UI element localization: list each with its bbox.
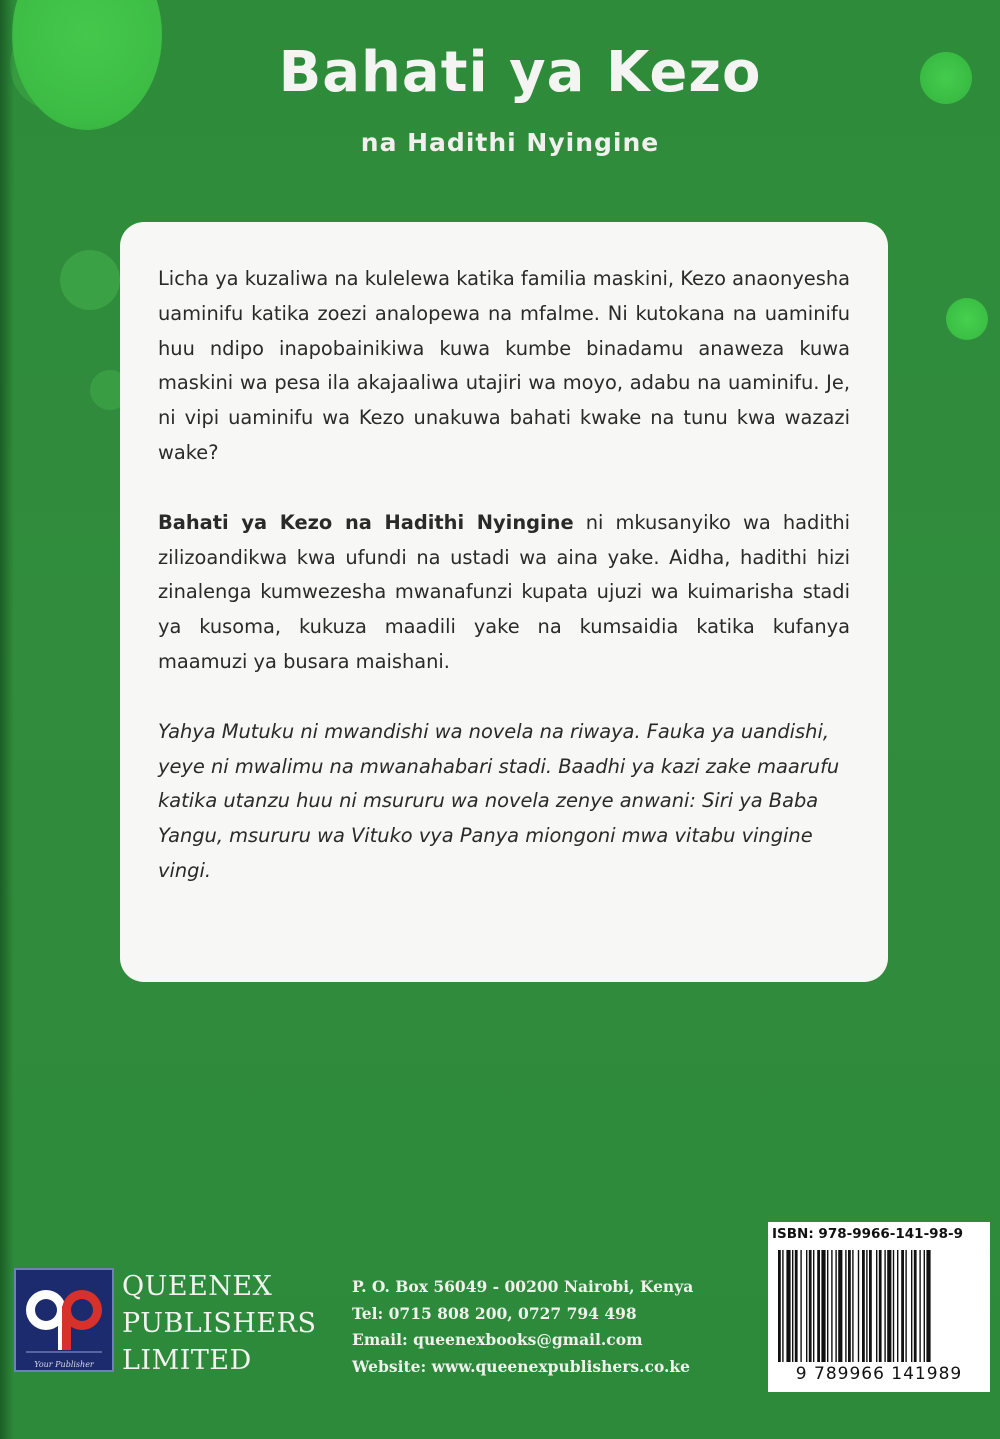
qp-logo-icon (16, 1270, 112, 1358)
publisher-contact (352, 1274, 772, 1380)
blurb-author-bio: Yahya Mutuku ni mwandishi wa novela na riwaya. Fauka ya uandishi, yeye ni mwalimu na mwanahabari stadi. Baadhi ya kazi zake maarufu katika utanzu huu ni msururu wa novela zenye anwani: Siri ya Baba Yangu, msururu wa Vituko vya Panya miongoni mwa vitabu vingine vingi. (158, 719, 840, 882)
decorative-bubble (946, 298, 988, 340)
decorative-bubble (920, 52, 972, 104)
blurb-panel (120, 222, 888, 982)
spine-shadow (0, 0, 14, 1439)
publisher-logo-tagline: Your Publisher (34, 1360, 94, 1369)
decorative-bubble (60, 250, 120, 310)
blurb-collection-text: ni mkusanyiko wa hadithi zilizoandikwa kwa ufundi na ustadi wa aina yake. Aidha, hadithi hizi zinalenga kumwezesha mwanafunzi kupata ujuzi wa kuimarisha stadi ya kusoma, kukuza maadili yake na kumsaidia katika kufanya maamuzi ya busara maishani. (158, 510, 850, 673)
publisher-name-line: QUEENEX (122, 1271, 273, 1302)
publisher-address: P. O. Box 56049 - 00200 Nairobi, Kenya (352, 1277, 694, 1296)
book-title: Bahati ya Kezo (278, 40, 762, 105)
blurb-synopsis: Licha ya kuzaliwa na kulelewa katika familia maskini, Kezo anaonyesha uaminifu katika zoezi analopewa na mfalme. Ni kutokana na uaminifu huu ndipo inapobainikiwa kuwa kumbe binadamu anaweza kuwa maskini wa pesa ila akajaaliwa utajiri wa moyo, adabu na uaminifu. Je, ni vipi uaminifu wa Kezo unakuwa bahati kwake na tunu kwa wazazi wake? (158, 267, 850, 464)
publisher-name-line: LIMITED (122, 1345, 252, 1376)
publisher-logo (14, 1268, 114, 1372)
blurb-collection-description (158, 506, 850, 680)
publisher-website: Website: www.queenexpublishers.co.ke (352, 1356, 691, 1376)
isbn-label: ISBN: 978-9966-141-98-9 (772, 1226, 963, 1242)
barcode-icon (776, 1250, 982, 1362)
publisher-tel: Tel: 0715 808 200, 0727 794 498 (352, 1303, 637, 1323)
decorative-bubble (12, 0, 162, 130)
book-subtitle: na Hadithi Nyingine (360, 128, 660, 157)
isbn-barcode-block (768, 1222, 990, 1392)
barcode-digits: 9 789966 141989 (795, 1364, 963, 1384)
publisher-email: Email: queenexbooks@gmail.com (352, 1330, 643, 1349)
publisher-name (122, 1268, 352, 1379)
publisher-name-line: PUBLISHERS (122, 1308, 317, 1339)
blurb-book-name: Bahati ya Kezo na Hadithi Nyingine (158, 510, 574, 534)
